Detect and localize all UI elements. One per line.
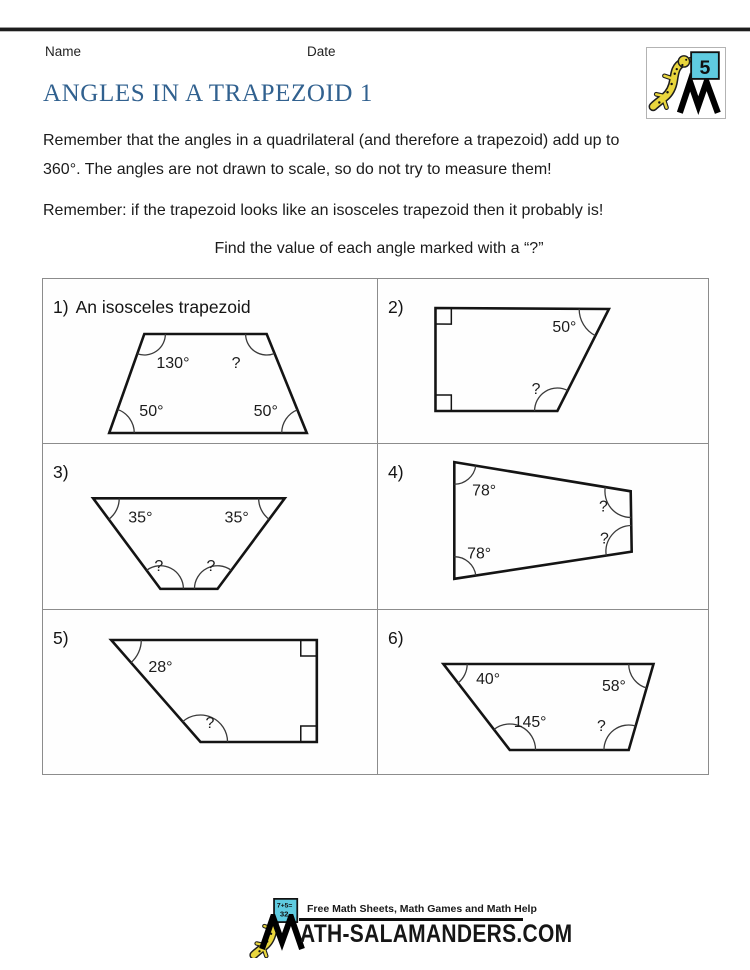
angle-label: 50° <box>139 402 164 420</box>
angle-label: 78° <box>467 545 492 563</box>
problem-number: 2) <box>388 297 404 317</box>
problem-number: 4) <box>388 462 404 482</box>
angle-label: 145° <box>513 713 547 732</box>
right-angle-mark <box>435 395 451 411</box>
problems-grid <box>42 278 709 775</box>
angle-arc <box>109 498 120 519</box>
angle-label: ? <box>531 380 541 399</box>
right-angle-mark <box>435 308 451 324</box>
problem-heading <box>53 462 76 483</box>
problem-heading <box>388 297 411 318</box>
angle-label: ? <box>231 354 241 372</box>
problem-number: 1) <box>53 297 69 317</box>
problem-heading <box>53 297 251 318</box>
trapezoid-outline <box>93 498 285 589</box>
trapezoid-figure <box>43 444 377 609</box>
footer-site-text: ATH-SALAMANDERS.COM <box>300 921 573 949</box>
trapezoid-figure <box>378 610 708 774</box>
angle-arc <box>282 410 298 433</box>
trapezoid-figure <box>378 444 708 609</box>
angle-label: 130° <box>156 354 190 372</box>
problem-number: 5) <box>53 628 69 648</box>
grade-badge-graphic <box>647 48 725 118</box>
right-angle-mark <box>301 640 317 656</box>
angle-arc <box>118 409 135 433</box>
angle-arc <box>458 664 467 683</box>
grade-number: 5 <box>699 56 711 79</box>
angle-arc <box>629 664 647 688</box>
problem-cell <box>378 279 708 444</box>
board-text-line1: 7+5= <box>276 902 293 910</box>
angle-label: 40° <box>476 670 501 689</box>
page-title: ANGLES IN A TRAPEZOID 1 <box>43 80 374 107</box>
instructions-paragraph-1 <box>43 126 715 184</box>
angle-label: 35° <box>128 508 153 527</box>
angle-label: 50° <box>253 402 278 420</box>
date-label: Date <box>307 44 336 59</box>
problem-cell <box>43 279 378 444</box>
board-text-line2: 32 <box>279 909 289 919</box>
angle-label: 58° <box>601 677 626 696</box>
instructions-paragraph-2: Remember: if the trapezoid looks like an isosceles trapezoid then it probably is! <box>43 202 604 219</box>
problem-note: An isosceles trapezoid <box>75 297 251 317</box>
footer-tagline: Free Math Sheets, Math Games and Math Help <box>307 903 537 915</box>
trapezoid-figure <box>378 279 708 443</box>
top-divider <box>0 27 750 32</box>
angle-label: ? <box>597 717 606 736</box>
problem-cell <box>43 610 378 774</box>
problem-cell <box>43 444 378 610</box>
problem-heading <box>388 462 411 483</box>
angle-label: 28° <box>148 658 173 676</box>
angle-arc <box>259 498 270 519</box>
problem-cell <box>378 444 708 610</box>
trapezoid-figure <box>43 610 377 774</box>
angle-label: ? <box>205 714 215 732</box>
logo-m-icon <box>262 917 302 949</box>
angle-arc <box>131 640 141 663</box>
angle-label: ? <box>154 556 164 575</box>
logo-m-icon <box>680 82 718 113</box>
angle-label: 35° <box>224 508 249 527</box>
right-angle-mark <box>301 726 317 742</box>
angle-label: 50° <box>552 318 577 337</box>
footer-logo <box>247 896 573 960</box>
task-prompt: Find the value of each angle marked with a “?” <box>214 240 544 257</box>
problem-cell <box>378 610 708 774</box>
name-label: Name <box>45 44 82 59</box>
angle-arc <box>579 309 595 336</box>
trapezoid-outline <box>443 664 653 750</box>
angle-label: ? <box>599 530 609 548</box>
instructions-line: Remember that the angles in a quadrilateral (and therefore a trapezoid) add up to <box>43 132 620 149</box>
problem-heading <box>388 628 411 649</box>
angle-label: ? <box>206 556 216 575</box>
problem-heading <box>53 628 76 649</box>
grade-badge <box>646 47 726 119</box>
angle-label: 78° <box>472 482 497 500</box>
problem-number: 3) <box>53 462 69 482</box>
problem-number: 6) <box>388 628 404 648</box>
angle-label: ? <box>598 498 608 516</box>
instructions-line: 360°. The angles are not drawn to scale, so do not try to measure them! <box>43 161 552 178</box>
